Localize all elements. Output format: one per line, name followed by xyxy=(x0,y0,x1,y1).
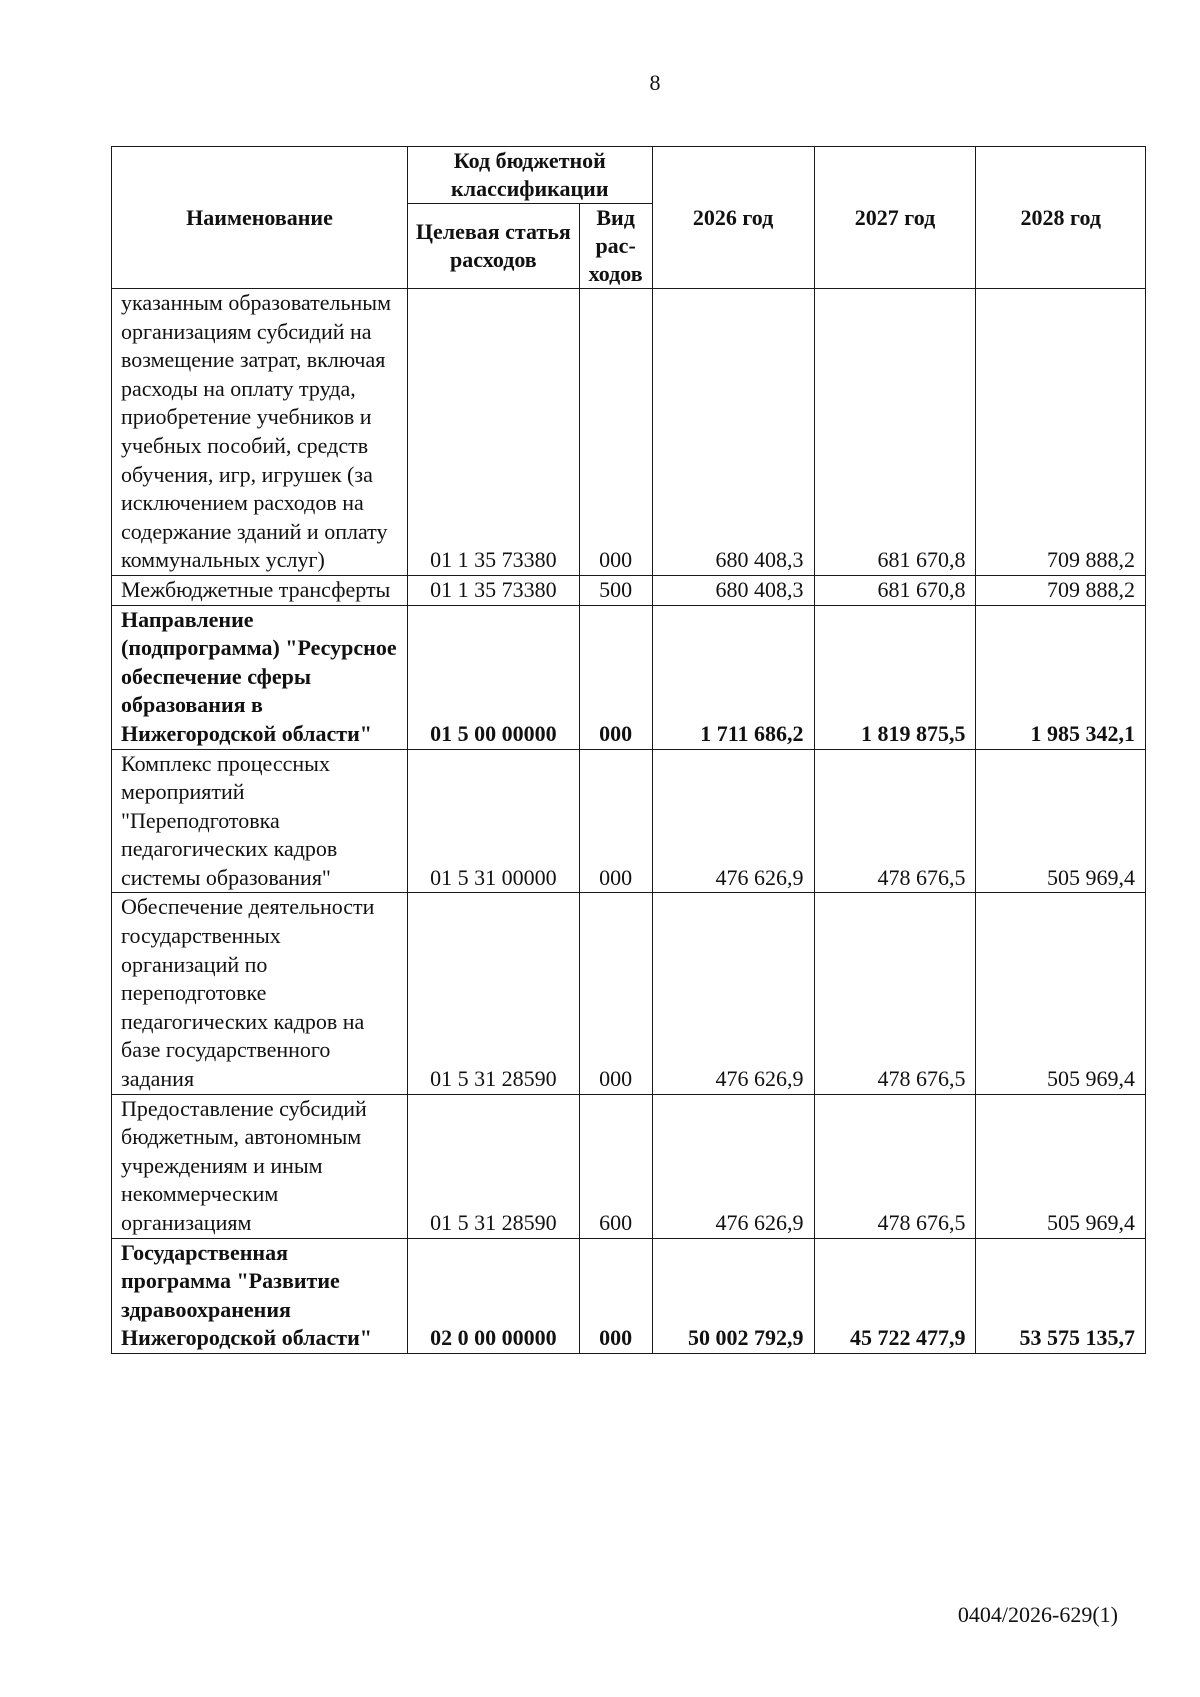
cell-target-article: 01 1 35 73380 xyxy=(408,575,580,605)
cell-2028: 53 575 135,7 xyxy=(976,1238,1146,1353)
table-row xyxy=(112,749,1146,893)
cell-expense-type: 000 xyxy=(579,893,652,1094)
cell-expense-type: 000 xyxy=(579,1238,652,1353)
cell-target-article: 02 0 00 00000 xyxy=(408,1238,580,1353)
cell-2027: 478 676,5 xyxy=(814,1094,976,1238)
header-year-2028: 2028 год xyxy=(976,147,1146,289)
cell-2028: 505 969,4 xyxy=(976,749,1146,893)
cell-2027: 681 670,8 xyxy=(814,289,976,576)
cell-name: Комплекс процессных мероприятий "Переподготовка педагогических кадров системы образования" xyxy=(112,749,408,893)
cell-2026: 476 626,9 xyxy=(652,1094,814,1238)
cell-2028: 505 969,4 xyxy=(976,893,1146,1094)
cell-name: Предоставление субсидий бюджетным, автономным учреждениям и иным некоммерческим организациям xyxy=(112,1094,408,1238)
cell-2026: 680 408,3 xyxy=(652,575,814,605)
cell-name: Обеспечение деятельности государственных организаций по переподготовке педагогических кадров на базе государственного задания xyxy=(112,893,408,1094)
cell-2028: 1 985 342,1 xyxy=(976,605,1146,749)
cell-2027: 478 676,5 xyxy=(814,749,976,893)
table-row xyxy=(112,575,1146,605)
table-row xyxy=(112,1094,1146,1238)
table-row xyxy=(112,893,1146,1094)
page-number: 8 xyxy=(649,70,661,95)
header-code-group: Код бюджетной классификации xyxy=(408,147,653,204)
table-row xyxy=(112,605,1146,749)
cell-name: Межбюджетные трансферты xyxy=(112,575,408,605)
cell-expense-type: 500 xyxy=(579,575,652,605)
cell-expense-type: 000 xyxy=(579,749,652,893)
cell-expense-type: 600 xyxy=(579,1094,652,1238)
cell-2027: 681 670,8 xyxy=(814,575,976,605)
document-code: 0404/2026-629(1) xyxy=(957,1602,1118,1627)
header-year-2026: 2026 год xyxy=(652,147,814,289)
cell-2026: 680 408,3 xyxy=(652,289,814,576)
cell-2028: 505 969,4 xyxy=(976,1094,1146,1238)
header-target-article: Целевая статья расходов xyxy=(408,204,580,289)
header-expense-type: Вид рас-ходов xyxy=(579,204,652,289)
header-year-2027: 2027 год xyxy=(814,147,976,289)
cell-2028: 709 888,2 xyxy=(976,575,1146,605)
cell-2026: 50 002 792,9 xyxy=(652,1238,814,1353)
cell-name: Направление (подпрограмма) "Ресурсное обеспечение сферы образования в Нижегородской области" xyxy=(112,605,408,749)
cell-2026: 476 626,9 xyxy=(652,749,814,893)
cell-name: Государственная программа "Развитие здравоохранения Нижегородской области" xyxy=(112,1238,408,1353)
cell-2027: 45 722 477,9 xyxy=(814,1238,976,1353)
cell-2027: 478 676,5 xyxy=(814,893,976,1094)
cell-target-article: 01 5 31 28590 xyxy=(408,893,580,1094)
budget-table xyxy=(111,146,1146,1354)
cell-2028: 709 888,2 xyxy=(976,289,1146,576)
cell-target-article: 01 5 31 28590 xyxy=(408,1094,580,1238)
cell-expense-type: 000 xyxy=(579,289,652,576)
header-name: Наименование xyxy=(112,147,408,289)
table-body xyxy=(112,289,1146,1354)
cell-2026: 1 711 686,2 xyxy=(652,605,814,749)
cell-target-article: 01 5 31 00000 xyxy=(408,749,580,893)
cell-expense-type: 000 xyxy=(579,605,652,749)
table-row xyxy=(112,289,1146,576)
table-row xyxy=(112,1238,1146,1353)
cell-name: указанным образовательным организациям субсидий на возмещение затрат, включая расходы на оплату труда, приобретение учебников и учебных пособий, средств обучения, игр, игрушек (за исключением расходов на содержание зданий и оплату коммунальных услуг) xyxy=(112,289,408,576)
cell-target-article: 01 5 00 00000 xyxy=(408,605,580,749)
cell-2026: 476 626,9 xyxy=(652,893,814,1094)
cell-2027: 1 819 875,5 xyxy=(814,605,976,749)
table-header xyxy=(112,147,1146,289)
cell-target-article: 01 1 35 73380 xyxy=(408,289,580,576)
